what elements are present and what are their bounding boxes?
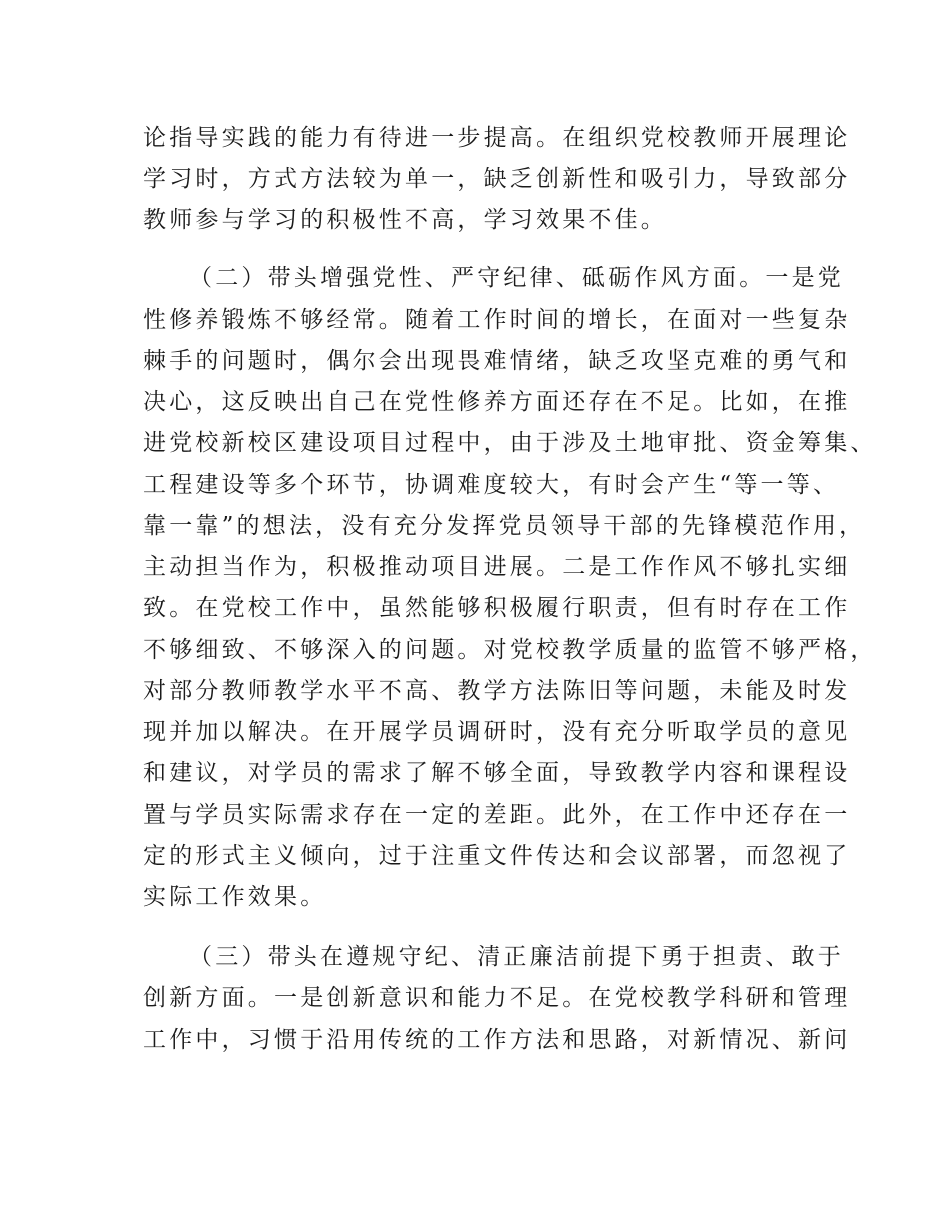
paragraph-2-line-4: 决心，这反映出自己在党性修养方面还存在不足。比如，在推 — [143, 389, 851, 415]
paragraph-2-line-10: 不够细致、不够深入的问题。对党校教学质量的监管不够严格， — [143, 637, 877, 663]
paragraph-2-line-8: 主动担当作为，积极推动项目进展。二是工作作风不够扎实细 — [143, 554, 851, 580]
paragraph-2-line-3: 棘手的问题时，偶尔会出现畏难情绪，缺乏攻坚克难的勇气和 — [143, 348, 851, 374]
paragraph-2-line-14: 置与学员实际需求存在一定的差距。此外，在工作中还存在一 — [143, 802, 851, 828]
paragraph-3-line-1: （三）带头在遵规守纪、清正廉洁前提下勇于担责、敢于 — [189, 944, 844, 970]
paragraph-3-line-3: 工作中，习惯于沿用传统的工作方法和思路，对新情况、新问 — [143, 1027, 851, 1053]
paragraph-2-line-16: 实际工作效果。 — [143, 884, 327, 910]
paragraph-2-line-6: 工程建设等多个环节，协调难度较大，有时会产生“等一等、 — [143, 472, 840, 498]
paragraph-2-line-1: （二）带头增强党性、严守纪律、砥砺作风方面。一是党 — [189, 265, 844, 291]
paragraph-1-line-2: 学习时，方式方法较为单一，缺乏创新性和吸引力，导致部分 — [143, 166, 851, 192]
paragraph-2-line-2: 性修养锻炼不够经常。随着工作时间的增长，在面对一些复杂 — [143, 307, 851, 333]
paragraph-2-line-15: 定的形式主义倾向，过于注重文件传达和会议部署，而忽视了 — [143, 843, 851, 869]
paragraph-2-line-7: 靠一靠”的想法，没有充分发挥党员领导干部的先锋模范作用， — [143, 513, 866, 539]
paragraph-2-line-5: 进党校新校区建设项目过程中，由于涉及土地审批、资金筹集、 — [143, 430, 877, 456]
paragraph-1-line-3: 教师参与学习的积极性不高，学习效果不佳。 — [143, 207, 667, 233]
paragraph-3-line-2: 创新方面。一是创新意识和能力不足。在党校教学科研和管理 — [143, 985, 851, 1011]
paragraph-2-line-12: 现并加以解决。在开展学员调研时，没有充分听取学员的意见 — [143, 719, 851, 745]
paragraph-2-line-13: 和建议，对学员的需求了解不够全面，导致教学内容和课程设 — [143, 760, 851, 786]
paragraph-2-line-11: 对部分教师教学水平不高、教学方法陈旧等问题，未能及时发 — [143, 678, 851, 704]
paragraph-1-line-1: 论指导实践的能力有待进一步提高。在组织党校教师开展理论 — [143, 125, 851, 151]
paragraph-2-line-9: 致。在党校工作中，虽然能够积极履行职责，但有时存在工作 — [143, 595, 851, 621]
